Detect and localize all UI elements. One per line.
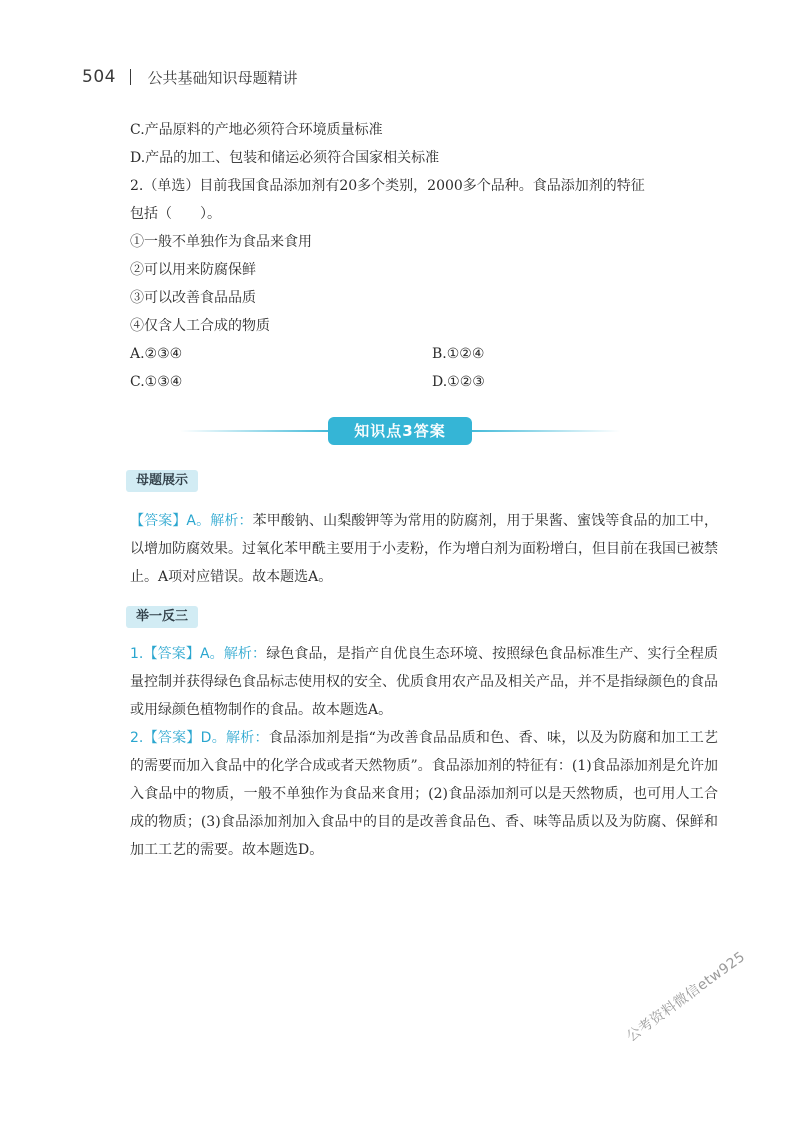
question-2-line1: 2.（单选）目前我国食品添加剂有20多个类别，2000多个品种。食品添加剂的特征 [130, 178, 645, 194]
analysis-body: 绿色食品，是指产自优良生态环境、按照绿色食品标准生产、实行全程质量控制并获得绿色食品标志使用权的安全、优质食用农产品及相关产品，并不是指绿颜色的食品或用绿颜色植物制作的食品。故本题选A。 [130, 646, 719, 718]
page-header [82, 62, 297, 92]
practice-answer-2 [130, 724, 718, 864]
answer-number: 2. [130, 730, 144, 746]
analysis-label: 解析： [210, 513, 253, 529]
choice-d: D.①②③ [432, 374, 485, 390]
watermark-text: 公考资料微信etw925 [623, 948, 749, 1046]
section-banner [180, 417, 620, 445]
answer-label: 【答案】A。 [130, 513, 211, 529]
choice-c: C.①③④ [130, 374, 183, 390]
header-divider [130, 69, 132, 85]
option-c-line: C.产品原料的产地必须符合环境质量标准 [130, 122, 383, 138]
choice-a: A.②③④ [130, 346, 183, 362]
answer-number: 1. [130, 646, 144, 662]
analysis-label: 解析： [223, 646, 267, 662]
statement-item-3: ③可以改善食品品质 [130, 290, 256, 306]
banner-line-right [460, 430, 620, 432]
tag-main-question: 母题展示 [126, 470, 198, 492]
practice-answer-1 [130, 640, 718, 724]
tag-practice: 举一反三 [126, 606, 198, 628]
choice-b: B.①②④ [432, 346, 485, 362]
answer-label: 【答案】D。 [143, 730, 226, 746]
option-d-line: D.产品的加工、包装和储运必须符合国家相关标准 [130, 150, 440, 166]
statement-item-2: ②可以用来防腐保鲜 [130, 262, 256, 278]
answer-label: 【答案】A。 [143, 646, 224, 662]
main-answer-paragraph [130, 507, 718, 591]
banner-title: 知识点3答案 [328, 417, 472, 445]
statement-item-4: ④仅含人工合成的物质 [130, 318, 270, 334]
analysis-body: 食品添加剂是指“为改善食品品质和色、香、味，以及为防腐和加工工艺的需要而加入食品中的化学合成或者天然物质”。食品添加剂的特征有：(1)食品添加剂是允许加入食品中的物质，一般不单独作为食品来食用；(2)食品添加剂可以是天然物质，也可用人工合成的物质；(3)食品添加剂加入食品中的目的是改善食品色、香、味等品质以及为防腐、保鲜和加工工艺的需要。故本题选D。 [130, 730, 719, 858]
analysis-body: 苯甲酸钠、山梨酸钾等为常用的防腐剂，用于果酱、蜜饯等食品的加工中，以增加防腐效果。过氧化苯甲酰主要用于小麦粉，作为增白剂为面粉增白，但目前在我国已被禁止。A项对应错误。故本题选A。 [130, 513, 719, 585]
statement-item-1: ①一般不单独作为食品来食用 [130, 234, 312, 250]
book-title: 公共基础知识母题精讲 [147, 68, 298, 87]
banner-line-left [180, 430, 340, 432]
question-2-line2: 包括（ ）。 [130, 206, 221, 222]
page-number: 504 [82, 67, 116, 87]
analysis-label: 解析： [225, 730, 269, 746]
